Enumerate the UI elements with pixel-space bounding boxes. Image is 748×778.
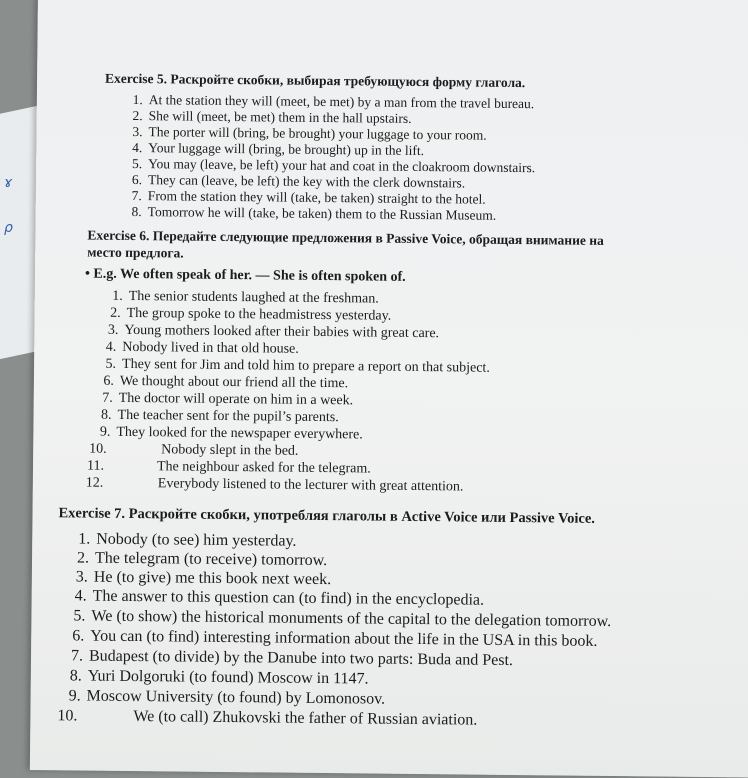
exercise7-item: 2. The telegram (to receive) tomorrow. (76, 549, 328, 570)
exercise5-item: 4. Your luggage will (bring, be brought) up in the lift. (132, 139, 425, 159)
exercise7-item: 10. We (to call) Zhukovski the father of Russian aviation. (57, 707, 478, 729)
exercise5-title: Exercise 5. Раскройте скобки, выбирая требующуюся форму глагола. (105, 70, 526, 91)
exercise5-item: 7. From the station they will (take, be taken) straight to the hotel. (131, 187, 486, 207)
exercise6-item: 11. The neighbour asked for the telegram. (86, 458, 371, 477)
exercise6-item: 4. Nobody lived in that old house. (105, 339, 299, 357)
exercise6-item: 8. The teacher sent for the pupil’s parents. (100, 407, 339, 426)
exercise5-item: 3. The porter will (bring, be brought) your luggage to your room. (132, 123, 487, 143)
exercise7-item: 3. He (to give) me this book next week. (75, 568, 332, 589)
exercise6-item: 9. They looked for the newspaper everywhere. (99, 424, 363, 443)
exercise6-title-line1: Exercise 6. Передайте следующие предложения в Passive Voice, обращая внимание на (87, 227, 604, 248)
exercise7-item: 6. You can (to find) interesting information about the life in the USA in this book. (72, 627, 598, 650)
exercise5-item: 1. At the station they will (meet, be met) by a man from the travel bureau. (132, 91, 535, 112)
exercise6-item: 3. Young mothers looked after their babies with great care. (107, 322, 440, 342)
exercise5-item: 8. Tomorrow he will (take, be taken) them to the Russian Museum. (131, 203, 497, 223)
exercise7-item: 4. The answer to this question can (to find) in the encyclopedia. (74, 587, 485, 609)
exercise7-item: 7. Budapest (to divide) by the Danube into two parts: Buda and Pest. (70, 647, 514, 670)
worksheet-page (30, 0, 748, 778)
exercise6-example: • E.g. We often speak of her. — She is often spoken of. (84, 266, 406, 285)
exercise6-item: 2. The group spoke to the headmistress yesterday. (110, 305, 392, 324)
exercise7-item: 9. Moscow University (to found) by Lomonosov. (68, 687, 386, 708)
exercise5-item: 2. She will (meet, be met) them in the hall upstairs. (132, 107, 412, 126)
exercise6-item: 10. Nobody slept in the bed. (89, 441, 299, 459)
exercise6-item: 1. The senior students laughed at the freshman. (112, 288, 379, 307)
exercise7-title: Exercise 7. Раскройте скобки, употребляя глаголы в Active Voice или Passive Voice. (58, 505, 596, 527)
exercise6-item: 5. They sent for Jim and told him to prepare a report on that subject. (105, 356, 490, 376)
exercise6-item: 12. Everybody listened to the lecturer with great attention. (85, 475, 464, 495)
handwriting-mark: ɤ (4, 175, 13, 191)
exercise6-item: 6. We thought about our friend all the time. (103, 373, 349, 392)
exercise7-item: 1. Nobody (to see) him yesterday. (78, 530, 297, 550)
exercise5-item: 6. They can (leave, be left) the key with the clerk downstairs. (131, 171, 466, 191)
handwriting-mark: ρ (4, 220, 13, 236)
exercise5-item: 5. You may (leave, be left) your hat and coat in the cloakroom downstairs. (131, 155, 536, 176)
exercise7-item: 5. We (to show) the historical monuments of the capital to the delegation tomorrow. (73, 607, 612, 631)
exercise7-item: 8. Yuri Dolgoruki (to found) Moscow in 1147. (69, 667, 369, 688)
exercise6-title-line2: место предлога. (87, 244, 184, 261)
exercise6-item: 7. The doctor will operate on him in a week. (102, 390, 354, 409)
